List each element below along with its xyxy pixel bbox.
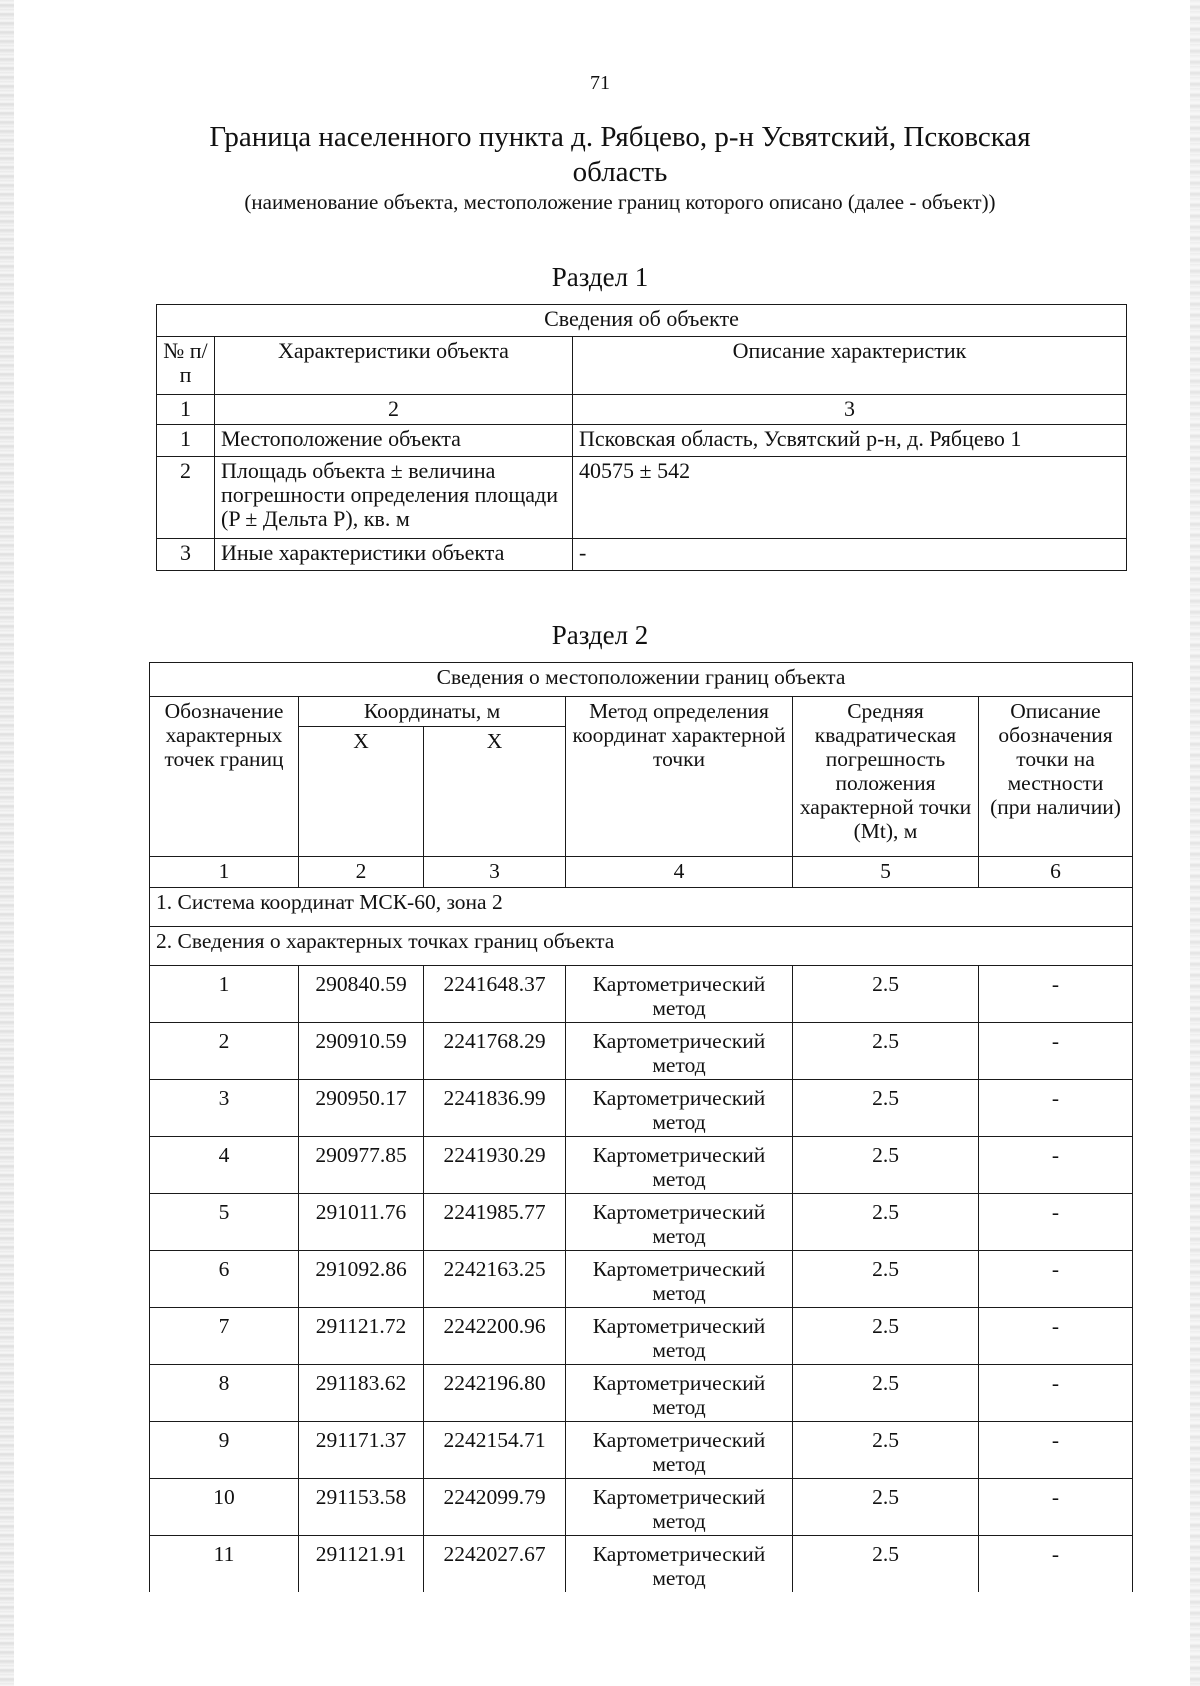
point-y: 2241836.99 bbox=[424, 1080, 566, 1137]
point-mt: 2.5 bbox=[793, 1365, 979, 1422]
table-row bbox=[150, 1194, 1133, 1251]
row-description: - bbox=[573, 539, 1127, 571]
point-method: Картометрический метод bbox=[566, 1422, 793, 1479]
point-description: - bbox=[979, 1251, 1133, 1308]
point-x: 291092.86 bbox=[299, 1251, 424, 1308]
column-number: 2 bbox=[299, 857, 424, 888]
point-description: - bbox=[979, 1080, 1133, 1137]
point-y: 2242163.25 bbox=[424, 1251, 566, 1308]
column-number: 4 bbox=[566, 857, 793, 888]
object-info-table bbox=[156, 304, 1127, 571]
row-number: 2 bbox=[157, 457, 215, 539]
row-characteristic: Площадь объекта ± величина погрешности определения площади (P ± Дельта P), кв. м bbox=[215, 457, 573, 539]
header-point-designation: Обозначение характерных точек границ bbox=[150, 697, 299, 857]
header-number: № п/п bbox=[157, 337, 215, 395]
point-description: - bbox=[979, 1422, 1133, 1479]
point-description: - bbox=[979, 966, 1133, 1023]
header-x: X bbox=[299, 727, 424, 857]
point-id: 8 bbox=[150, 1365, 299, 1422]
page-number: 71 bbox=[590, 72, 610, 94]
point-x: 291171.37 bbox=[299, 1422, 424, 1479]
point-y: 2241768.29 bbox=[424, 1023, 566, 1080]
point-id: 3 bbox=[150, 1080, 299, 1137]
point-y: 2242154.71 bbox=[424, 1422, 566, 1479]
point-method: Картометрический метод bbox=[566, 1536, 793, 1593]
points-caption: 2. Сведения о характерных точках границ объекта bbox=[150, 927, 1133, 966]
section2-heading: Раздел 2 bbox=[551, 620, 649, 650]
point-description: - bbox=[979, 1137, 1133, 1194]
point-id: 9 bbox=[150, 1422, 299, 1479]
header-x: X bbox=[424, 727, 566, 857]
row-description: Псковская область, Усвятский р-н, д. Рябцево 1 bbox=[573, 425, 1127, 457]
column-number: 5 bbox=[793, 857, 979, 888]
point-x: 291121.91 bbox=[299, 1536, 424, 1593]
point-id: 2 bbox=[150, 1023, 299, 1080]
header-point-description: Описание обозначения точки на местности (при наличии) bbox=[979, 697, 1133, 857]
point-id: 7 bbox=[150, 1308, 299, 1365]
point-mt: 2.5 bbox=[793, 1194, 979, 1251]
point-mt: 2.5 bbox=[793, 1422, 979, 1479]
coordinate-system: 1. Система координат МСК-60, зона 2 bbox=[150, 888, 1133, 927]
header-description: Описание характеристик bbox=[573, 337, 1127, 395]
table2-caption: Сведения о местоположении границ объекта bbox=[150, 663, 1133, 697]
point-x: 290840.59 bbox=[299, 966, 424, 1023]
column-number: 3 bbox=[573, 395, 1127, 425]
point-method: Картометрический метод bbox=[566, 1479, 793, 1536]
point-y: 2242099.79 bbox=[424, 1479, 566, 1536]
table-row bbox=[150, 1137, 1133, 1194]
column-number: 1 bbox=[150, 857, 299, 888]
document-title: Граница населенного пункта д. Рябцево, р-н Усвятский, Псковская область bbox=[209, 121, 1031, 188]
point-id: 10 bbox=[150, 1479, 299, 1536]
point-x: 291153.58 bbox=[299, 1479, 424, 1536]
header-coordinates: Координаты, м bbox=[299, 697, 566, 727]
column-number: 2 bbox=[215, 395, 573, 425]
table-row bbox=[150, 1251, 1133, 1308]
scan-edge-left bbox=[0, 0, 14, 1686]
point-method: Картометрический метод bbox=[566, 1023, 793, 1080]
table-row bbox=[150, 1365, 1133, 1422]
point-x: 291011.76 bbox=[299, 1194, 424, 1251]
point-mt: 2.5 bbox=[793, 1080, 979, 1137]
point-description: - bbox=[979, 1023, 1133, 1080]
point-mt: 2.5 bbox=[793, 1023, 979, 1080]
point-description: - bbox=[979, 1536, 1133, 1593]
point-x: 291183.62 bbox=[299, 1365, 424, 1422]
table-row bbox=[150, 1080, 1133, 1137]
table-row bbox=[150, 1536, 1133, 1593]
table-row bbox=[150, 1023, 1133, 1080]
table-row bbox=[150, 966, 1133, 1023]
row-characteristic: Иные характеристики объекта bbox=[215, 539, 573, 571]
header-characteristic: Характеристики объекта bbox=[215, 337, 573, 395]
point-method: Картометрический метод bbox=[566, 1194, 793, 1251]
point-y: 2241985.77 bbox=[424, 1194, 566, 1251]
point-id: 1 bbox=[150, 966, 299, 1023]
column-number: 1 bbox=[157, 395, 215, 425]
table-row bbox=[150, 1308, 1133, 1365]
column-number: 3 bbox=[424, 857, 566, 888]
point-method: Картометрический метод bbox=[566, 1137, 793, 1194]
point-description: - bbox=[979, 1365, 1133, 1422]
table-row bbox=[157, 425, 1127, 457]
row-description: 40575 ± 542 bbox=[573, 457, 1127, 539]
row-number: 1 bbox=[157, 425, 215, 457]
point-id: 5 bbox=[150, 1194, 299, 1251]
point-mt: 2.5 bbox=[793, 1308, 979, 1365]
point-x: 290977.85 bbox=[299, 1137, 424, 1194]
point-description: - bbox=[979, 1308, 1133, 1365]
point-y: 2242196.80 bbox=[424, 1365, 566, 1422]
section1-heading: Раздел 1 bbox=[551, 262, 649, 292]
point-description: - bbox=[979, 1194, 1133, 1251]
point-method: Картометрический метод bbox=[566, 1251, 793, 1308]
point-method: Картометрический метод bbox=[566, 1365, 793, 1422]
point-x: 290910.59 bbox=[299, 1023, 424, 1080]
table-row bbox=[150, 1422, 1133, 1479]
point-mt: 2.5 bbox=[793, 966, 979, 1023]
point-id: 6 bbox=[150, 1251, 299, 1308]
point-x: 290950.17 bbox=[299, 1080, 424, 1137]
table-row bbox=[157, 539, 1127, 571]
point-y: 2241648.37 bbox=[424, 966, 566, 1023]
point-description: - bbox=[979, 1479, 1133, 1536]
table1-caption: Сведения об объекте bbox=[157, 305, 1127, 337]
boundary-location-table bbox=[149, 662, 1133, 1592]
point-y: 2242200.96 bbox=[424, 1308, 566, 1365]
table-row bbox=[157, 457, 1127, 539]
point-y: 2241930.29 bbox=[424, 1137, 566, 1194]
point-mt: 2.5 bbox=[793, 1536, 979, 1593]
point-y: 2242027.67 bbox=[424, 1536, 566, 1593]
point-method: Картометрический метод bbox=[566, 1080, 793, 1137]
header-method: Метод определения координат характерной точки bbox=[566, 697, 793, 857]
point-mt: 2.5 bbox=[793, 1137, 979, 1194]
row-number: 3 bbox=[157, 539, 215, 571]
point-id: 11 bbox=[150, 1536, 299, 1593]
point-mt: 2.5 bbox=[793, 1251, 979, 1308]
table-row bbox=[150, 1479, 1133, 1536]
column-number: 6 bbox=[979, 857, 1133, 888]
point-method: Картометрический метод bbox=[566, 966, 793, 1023]
point-method: Картометрический метод bbox=[566, 1308, 793, 1365]
scan-edge-right bbox=[1190, 0, 1200, 1686]
point-mt: 2.5 bbox=[793, 1479, 979, 1536]
point-x: 291121.72 bbox=[299, 1308, 424, 1365]
document-subtitle: (наименование объекта, местоположение границ которого описано (далее - объект)) bbox=[244, 190, 996, 214]
header-error: Средняя квадратическая погрешность положения характерной точки (Mt), м bbox=[793, 697, 979, 857]
point-id: 4 bbox=[150, 1137, 299, 1194]
row-characteristic: Местоположение объекта bbox=[215, 425, 573, 457]
